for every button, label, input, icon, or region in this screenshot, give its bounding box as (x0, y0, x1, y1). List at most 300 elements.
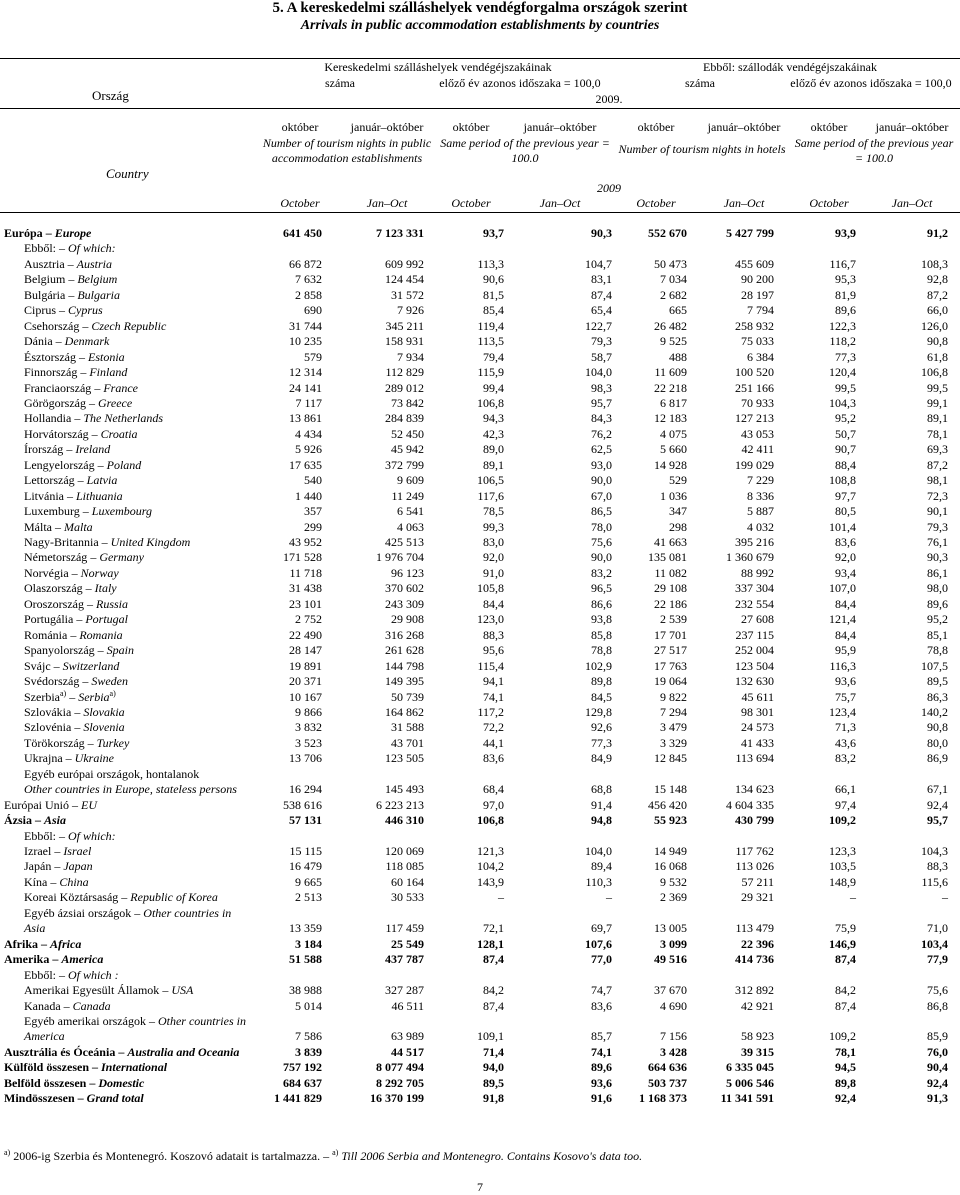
row-label-hu: Külföld összesen (4, 1060, 90, 1075)
cell-col-1: 17 635 (289, 457, 322, 472)
table-row (0, 427, 960, 442)
cell-col-8: 91,3 (927, 1091, 948, 1106)
cell-col-5: 298 (669, 519, 687, 534)
row-label-en: Luxembourg (91, 504, 152, 519)
cell-col-8: 78,8 (927, 643, 948, 658)
table-row (0, 381, 960, 396)
row-label-dash: – (42, 226, 55, 240)
cell-col-7: 121,4 (829, 612, 856, 627)
col8-en: Jan–Oct (891, 196, 933, 210)
cell-col-8: 98,1 (927, 473, 948, 488)
row-label (4, 952, 103, 967)
row-label-en: Sweden (91, 674, 128, 689)
cell-col-1: 38 988 (289, 983, 322, 998)
cell-col-7: 104,3 (829, 395, 856, 410)
row-label-hu: Svájc (24, 658, 51, 673)
cell-col-7: 146,9 (829, 936, 856, 951)
cell-col-1: 9 866 (295, 704, 322, 719)
table-row (0, 257, 960, 272)
cell-col-5: 5 660 (660, 442, 687, 457)
cell-col-7: 88,4 (835, 457, 856, 472)
cell-col-2: 25 549 (391, 936, 424, 951)
table-row (0, 226, 960, 241)
cell-col-4: 89,8 (591, 674, 612, 689)
row-label-dash: – (67, 627, 80, 642)
cell-col-2: 609 992 (385, 256, 424, 271)
row-label-dash: – (74, 1091, 87, 1106)
cell-col-4: 65,4 (591, 303, 612, 318)
cell-col-2: 145 493 (385, 782, 424, 797)
cell-col-3: 94,0 (483, 1060, 504, 1075)
cell-col-3: 94,3 (483, 411, 504, 426)
cell-col-5: 4 075 (660, 426, 687, 441)
cell-col-6: 252 004 (735, 643, 774, 658)
row-label (24, 674, 128, 689)
cell-col-4: 110,3 (585, 874, 612, 889)
table-row (0, 303, 960, 318)
cell-col-5: 37 670 (654, 983, 687, 998)
row-label-hu: Oroszország (24, 596, 84, 611)
cell-col-6: 90 200 (741, 272, 774, 287)
cell-col-6: 5 006 546 (726, 1075, 774, 1090)
row-label-dash: – (71, 411, 84, 426)
cell-col-6: 42 411 (741, 442, 774, 457)
cell-col-6: 199 029 (735, 457, 774, 472)
table-row (0, 458, 960, 473)
cell-col-4: 90,0 (591, 473, 612, 488)
row-label-en: Serbia (78, 689, 110, 704)
cell-col-5: 55 923 (654, 813, 687, 828)
cell-col-4: 95,7 (591, 395, 612, 410)
cell-col-6: 43 053 (741, 426, 774, 441)
cell-col-4: 91,6 (591, 1091, 612, 1106)
cell-col-4: 67,0 (591, 488, 612, 503)
footnote-hu: 2006-ig Szerbia és Montenegró. Koszovó adatait is tartalmazza. (13, 1149, 321, 1163)
cell-col-7: 95,3 (835, 272, 856, 287)
row-label-dash: – (82, 581, 95, 596)
row-label (24, 288, 120, 303)
cell-col-1: 16 294 (289, 782, 322, 797)
cell-col-3: 109,1 (477, 1029, 504, 1044)
prev-en-2: Same period of the previous year = 100.0 (794, 136, 954, 165)
row-label (24, 921, 45, 936)
cell-col-2: 112 829 (385, 365, 424, 380)
cell-col-7: 123,4 (829, 704, 856, 719)
cell-col-2: 46 511 (391, 998, 424, 1013)
row-label (24, 906, 231, 921)
col2-hu: január–október (350, 120, 424, 134)
cell-col-8: 103,4 (921, 936, 948, 951)
row-label-en: International (101, 1060, 168, 1075)
cell-col-2: 29 908 (391, 612, 424, 627)
cell-col-3: 87,4 (483, 952, 504, 967)
cell-col-6: 251 166 (735, 380, 774, 395)
cell-col-6: 1 360 679 (726, 550, 774, 565)
cell-col-4: 76,2 (591, 426, 612, 441)
table-row (0, 365, 960, 380)
cell-col-3: 89,1 (483, 457, 504, 472)
cell-col-3: 81,5 (483, 287, 504, 302)
cell-col-8: 85,1 (927, 627, 948, 642)
cell-col-7: 87,4 (835, 998, 856, 1013)
table-row (0, 859, 960, 874)
cell-col-8: 76,1 (927, 535, 948, 549)
footnote-dash: – (320, 1149, 333, 1163)
row-label-en: Of which: (68, 241, 116, 256)
cell-col-4: 84,5 (591, 689, 612, 704)
cell-col-8: 76,0 (927, 1044, 948, 1059)
table-row (0, 937, 960, 952)
row-label-dash: – (60, 998, 73, 1013)
col6-en: Jan–Oct (723, 196, 765, 210)
row-label (24, 859, 93, 874)
cell-col-5: 49 516 (654, 952, 687, 967)
cell-col-1: 1 441 829 (274, 1091, 322, 1106)
row-label-dash: – (159, 983, 172, 998)
table-row (0, 875, 960, 890)
row-label (24, 411, 163, 426)
cell-col-2: 7 123 331 (376, 226, 424, 240)
row-label-hu: Málta (24, 519, 52, 534)
row-label-en: Czech Republic (91, 318, 167, 333)
cell-col-2: 117 459 (385, 921, 424, 936)
row-label-en: Croatia (100, 426, 138, 441)
row-label-hu: Spanyolország (24, 643, 95, 658)
cell-col-8: 89,5 (927, 674, 948, 689)
cell-col-7: 99,5 (835, 380, 856, 395)
cell-col-5: 41 663 (654, 535, 687, 549)
row-label (4, 1060, 167, 1075)
cell-col-5: 9 822 (660, 689, 687, 704)
cell-col-8: 95,7 (927, 813, 948, 828)
cell-col-2: 164 862 (385, 704, 424, 719)
cell-col-4: 68,8 (591, 782, 612, 797)
cell-col-2: 45 942 (391, 442, 424, 457)
cell-col-7: 87,4 (835, 952, 856, 967)
cell-col-4: 85,7 (591, 1029, 612, 1044)
row-label-dash: – (85, 395, 98, 410)
cell-col-4: 69,7 (591, 921, 612, 936)
cell-col-7: 95,9 (835, 643, 856, 658)
cell-col-1: 4 434 (295, 426, 322, 441)
cell-col-3: 84,4 (483, 596, 504, 611)
row-label-hu: Afrika (4, 936, 38, 951)
cell-col-5: 15 148 (654, 782, 687, 797)
cell-col-1: 51 588 (289, 952, 322, 967)
cell-col-2: 149 395 (385, 674, 424, 689)
cell-col-2: 7 934 (397, 349, 424, 364)
cell-col-3: 106,5 (477, 473, 504, 488)
cell-col-8: 75,6 (927, 983, 948, 998)
cell-col-5: 456 420 (648, 797, 687, 812)
cell-col-2: 50 739 (391, 689, 424, 704)
row-label-en: United Kingdom (110, 535, 191, 549)
row-label (24, 566, 119, 581)
row-label (24, 334, 109, 349)
col7-hu: október (810, 120, 848, 134)
cell-col-5: 665 (669, 303, 687, 318)
row-label-dash: – (131, 905, 144, 920)
cell-col-7: – (850, 890, 856, 905)
cell-col-5: 12 183 (654, 411, 687, 426)
row-label-en: Portugal (85, 612, 128, 627)
row-label (24, 597, 128, 612)
cell-col-7: 92,0 (835, 550, 856, 565)
table-row (0, 550, 960, 565)
row-label-dash: – (49, 952, 62, 967)
cell-col-1: 641 450 (283, 226, 322, 240)
row-label-hu: Európa (4, 226, 43, 240)
cell-col-6: 113 479 (735, 921, 774, 936)
cell-col-2: 446 310 (385, 813, 424, 828)
cell-col-1: 3 184 (295, 936, 322, 951)
table-row (0, 968, 960, 983)
cell-col-4: 98,3 (591, 380, 612, 395)
table-row (0, 1045, 960, 1060)
cell-col-5: 503 737 (648, 1075, 687, 1090)
cell-col-5: 529 (669, 473, 687, 488)
country-label-en: Country (106, 166, 149, 181)
row-label-en: Norway (80, 565, 119, 580)
row-label-dash: – (47, 874, 60, 889)
cell-col-3: 95,6 (483, 643, 504, 658)
table-row (0, 736, 960, 751)
cell-col-6: 29 321 (741, 890, 774, 905)
cell-col-4: 78,0 (591, 519, 612, 534)
cell-col-1: 43 952 (289, 535, 322, 549)
cell-col-3: 87,4 (483, 998, 504, 1013)
cell-col-8: 106,8 (921, 365, 948, 380)
table-row (0, 1029, 960, 1044)
cell-col-8: 89,1 (927, 411, 948, 426)
cell-col-8: 95,2 (927, 612, 948, 627)
cell-col-8: 86,1 (927, 565, 948, 580)
row-label-dash: – (115, 1044, 128, 1059)
row-label (24, 736, 129, 751)
cell-col-5: 27 517 (654, 643, 687, 658)
cell-col-1: 66 872 (289, 256, 322, 271)
cell-col-1: 11 718 (289, 565, 322, 580)
cell-col-3: 121,3 (477, 844, 504, 858)
cell-col-7: 97,7 (835, 488, 856, 503)
row-label-en: Estonia (87, 349, 125, 364)
row-label (24, 751, 114, 766)
row-label-hu: Szlovénia (24, 720, 72, 735)
cell-col-8: 140,2 (921, 704, 948, 719)
cell-col-6: 41 433 (741, 735, 774, 750)
cell-col-2: 120 069 (385, 844, 424, 858)
row-label-en: Israel (63, 844, 92, 858)
cell-col-1: 2 858 (295, 287, 322, 302)
cell-col-5: 17 701 (654, 627, 687, 642)
cell-col-1: 19 891 (289, 658, 322, 673)
row-label (24, 550, 144, 565)
cell-col-4: 83,6 (591, 998, 612, 1013)
table-row (0, 288, 960, 303)
col-prev-2: előző év azonos időszaka = 100,0 (790, 76, 952, 90)
cell-col-1: 3 832 (295, 720, 322, 735)
cell-col-1: 3 839 (295, 1044, 322, 1059)
row-label (24, 535, 190, 550)
row-label (4, 798, 97, 813)
cell-col-8: 90,4 (927, 1060, 948, 1075)
row-label-dash: – (56, 241, 68, 256)
cell-col-7: 116,7 (829, 256, 856, 271)
row-label-dash: – (38, 936, 50, 951)
row-footnote-mark: a) (59, 688, 67, 698)
country-label-hu: Ország (92, 88, 129, 103)
table-row (0, 628, 960, 643)
cell-col-5: 1 168 373 (639, 1091, 687, 1106)
row-label (24, 690, 116, 705)
cell-col-6: 11 341 591 (720, 1091, 774, 1106)
cell-col-3: 99,3 (483, 519, 504, 534)
cell-col-5: 6 817 (660, 395, 687, 410)
cell-col-1: 23 101 (289, 596, 322, 611)
cell-col-5: 17 763 (654, 658, 687, 673)
cell-col-8: 72,3 (927, 488, 948, 503)
cell-col-7: 84,4 (835, 596, 856, 611)
cell-col-7: 103,5 (829, 859, 856, 874)
row-label-dash: – (62, 751, 75, 766)
row-label-hu: Belföld összesen (4, 1075, 87, 1090)
cell-col-3: 83,0 (483, 535, 504, 549)
cell-col-2: 289 012 (385, 380, 424, 395)
cell-col-2: 43 701 (391, 735, 424, 750)
row-label-en: Greece (97, 395, 133, 410)
row-label (24, 365, 127, 380)
row-label-dash: – (56, 967, 68, 982)
cell-col-3: 117,2 (477, 704, 504, 719)
cell-col-6: 4 032 (747, 519, 774, 534)
cell-col-6: 5 887 (747, 504, 774, 519)
row-label-dash: – (56, 828, 68, 843)
cell-col-3: 113,3 (477, 256, 504, 271)
cell-col-4: 86,5 (591, 504, 612, 519)
cell-col-3: 93,7 (483, 226, 504, 240)
row-label-en: Romania (79, 627, 123, 642)
cell-col-1: 684 637 (283, 1075, 322, 1090)
row-label-hu: Szlovákia (24, 704, 72, 719)
row-label-en: Africa (50, 936, 82, 951)
cell-col-1: 5 926 (295, 442, 322, 457)
cell-col-7: 84,4 (835, 627, 856, 642)
cell-col-1: 20 371 (289, 674, 322, 689)
cell-col-3: 74,1 (483, 689, 504, 704)
row-label-dash: – (69, 797, 81, 812)
cell-col-4: 94,8 (591, 813, 612, 828)
cell-col-5: 7 294 (660, 704, 687, 719)
cell-col-7: 118,2 (829, 334, 856, 349)
cell-col-3: 42,3 (483, 426, 504, 441)
row-label (24, 396, 132, 411)
row-label-hu: Ausztrália és Óceánia (4, 1044, 116, 1059)
cell-col-1: 757 192 (283, 1060, 322, 1075)
row-label-dash: – (63, 442, 76, 457)
cell-col-1: 10 167 (289, 689, 322, 704)
cell-col-3: 83,6 (483, 751, 504, 766)
cell-col-3: 119,4 (477, 318, 504, 333)
cell-col-8: 87,2 (927, 287, 948, 302)
cell-col-6: 24 573 (741, 720, 774, 735)
cell-col-4: 74,7 (591, 983, 612, 998)
cell-col-7: 93,4 (835, 565, 856, 580)
cell-col-8: 86,9 (927, 751, 948, 766)
cell-col-5: 135 081 (648, 550, 687, 565)
cell-col-5: 14 949 (654, 844, 687, 858)
cell-col-7: 94,5 (835, 1060, 856, 1075)
row-label-dash: – (94, 457, 107, 472)
cell-col-1: 540 (304, 473, 322, 488)
row-label-en: Switzerland (62, 658, 120, 673)
cell-col-8: 126,0 (921, 318, 948, 333)
cell-col-6: 5 427 799 (726, 226, 774, 240)
page-number: 7 (477, 1180, 483, 1194)
cell-col-2: 6 223 213 (376, 797, 424, 812)
cell-col-8: 99,5 (927, 380, 948, 395)
cell-col-1: 3 523 (295, 735, 322, 750)
cell-col-4: 90,3 (591, 226, 612, 240)
cell-col-6: 134 623 (735, 782, 774, 797)
col1-hu: október (281, 120, 319, 134)
row-label-en: Finland (89, 365, 128, 380)
col5-hu: október (637, 120, 675, 134)
cell-col-7: 43,6 (835, 735, 856, 750)
cell-col-2: 44 517 (391, 1044, 424, 1059)
cell-col-5: 13 005 (654, 921, 687, 936)
row-label-hu: Norvégia (24, 565, 69, 580)
col2-en: Jan–Oct (366, 196, 408, 210)
row-label (24, 581, 117, 596)
cell-col-1: 24 141 (289, 380, 322, 395)
cell-col-8: 91,2 (927, 226, 948, 240)
cell-col-4: 104,0 (585, 844, 612, 858)
row-label-en: Asia (44, 813, 67, 828)
row-label-en: Malta (64, 519, 93, 534)
footnote-mark-en: a) (332, 1148, 339, 1157)
table-row (0, 272, 960, 287)
cell-col-1: 28 147 (289, 643, 322, 658)
cell-col-5: 50 473 (654, 256, 687, 271)
cell-col-8: – (942, 890, 948, 905)
cell-col-4: 86,6 (591, 596, 612, 611)
cell-col-7: 90,7 (835, 442, 856, 457)
row-label-hu: Észtország (24, 349, 76, 364)
row-label-en: Of which: (68, 828, 116, 843)
row-label-hu: Törökország (24, 735, 85, 750)
row-label-hu: Románia (24, 627, 68, 642)
row-label (24, 720, 125, 735)
cell-col-4: 89,4 (591, 859, 612, 874)
cell-col-6: 39 315 (741, 1044, 774, 1059)
cell-col-7: 89,8 (835, 1075, 856, 1090)
cell-col-1: 10 235 (289, 334, 322, 349)
row-label-en: EU (81, 797, 97, 812)
row-label (24, 350, 125, 365)
cell-col-7: 109,2 (829, 1029, 856, 1044)
cell-col-2: 144 798 (385, 658, 424, 673)
cell-col-8: 89,6 (927, 596, 948, 611)
col7-en: October (809, 196, 849, 210)
row-label (24, 705, 125, 720)
cell-col-7: 95,2 (835, 411, 856, 426)
table-row (0, 566, 960, 581)
cell-col-1: 9 665 (295, 874, 322, 889)
row-label-dash: – (77, 365, 90, 380)
cell-col-7: 66,1 (835, 782, 856, 797)
cell-col-1: 579 (304, 349, 322, 364)
row-label (4, 1045, 239, 1060)
